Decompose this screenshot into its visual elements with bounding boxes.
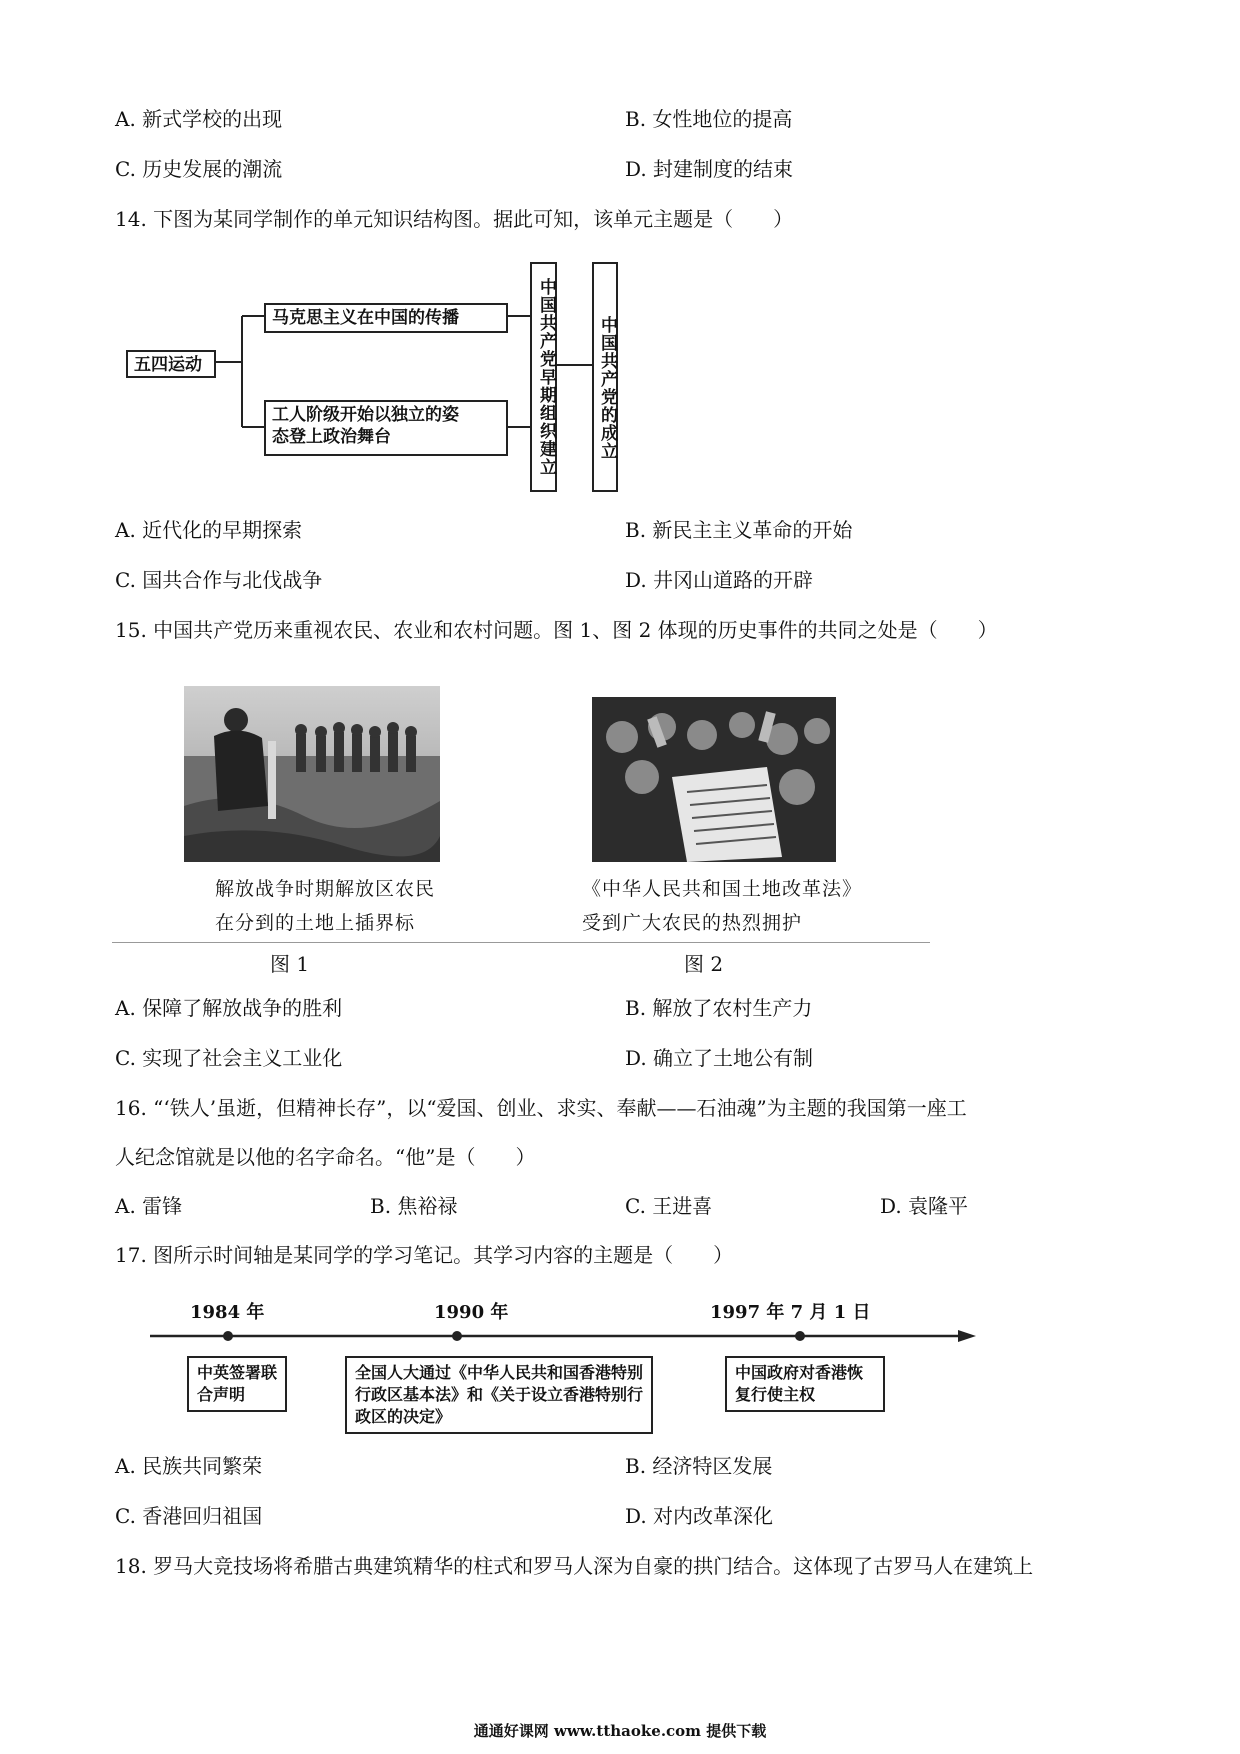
timeline-event-basic-law: 全国人大通过《中华人民共和国香港特别行政区基本法》和《关于设立香港特别行政区的决定》 [345, 1356, 653, 1434]
diagram-branch-marxism: 马克思主义在中国的传播 [264, 303, 508, 333]
q17-option-c: C. 香港回归祖国 [115, 1504, 263, 1528]
diagram-branch-working-class-line2: 态登上政治舞台 [272, 427, 391, 447]
q14-option-c: C. 国共合作与北伐战争 [115, 568, 323, 592]
figure-1-caption-line1: 解放战争时期解放区农民 [215, 878, 436, 900]
timeline-event-joint-declaration: 中英签署联合声明 [187, 1356, 287, 1412]
figure-2-caption [582, 872, 862, 940]
q14-connector-lines [0, 0, 1240, 520]
q15-option-c: C. 实现了社会主义工业化 [115, 1046, 343, 1070]
q14-option-a: A. 近代化的早期探索 [115, 518, 303, 542]
q18-stem: 18. 罗马大竞技场将希腊古典建筑精华的柱式和罗马人深为自豪的拱门结合。这体现了古罗马人在建筑上 [115, 1554, 1034, 1578]
q14-stem: 14. 下图为某同学制作的单元知识结构图。据此可知，该单元主题是（ ） [115, 207, 794, 231]
diagram-cpc-founding: 中国共产党的成立 [592, 262, 618, 492]
figure-1-caption-line2: 在分到的土地上插界标 [215, 912, 416, 934]
diagram-branch-working-class-line1: 工人阶级开始以独立的姿 [272, 405, 459, 425]
q17-stem: 17. 图所示时间轴是某同学的学习笔记。其学习内容的主题是（ ） [115, 1243, 734, 1267]
diagram-early-cpc-organizations: 中国共产党早期组织建立 [530, 262, 557, 492]
q15-option-b: B. 解放了农村生产力 [625, 996, 813, 1020]
figure-1-photo [184, 686, 440, 862]
diagram-branch-working-class [264, 400, 508, 456]
q17-option-d: D. 对内改革深化 [625, 1504, 774, 1528]
q14-option-b: B. 新民主主义革命的开始 [625, 518, 853, 542]
figure-1-label: 图 1 [270, 952, 310, 976]
q13-option-d: D. 封建制度的结束 [625, 157, 794, 181]
q16-stem-line1: 16. “‘铁人’虽逝，但精神长存”，以“爱国、创业、求实、奉献——石油魂”为主题的我国第一座工 [115, 1096, 967, 1120]
q13-option-a: A. 新式学校的出现 [115, 107, 283, 131]
q16-option-c: C. 王进喜 [625, 1194, 713, 1218]
q14-option-d: D. 井冈山道路的开辟 [625, 568, 814, 592]
q16-option-d: D. 袁隆平 [880, 1194, 969, 1218]
timeline-event-sovereignty: 中国政府对香港恢复行使主权 [725, 1356, 885, 1412]
q16-option-b: B. 焦裕禄 [370, 1194, 458, 1218]
q15-option-d: D. 确立了土地公有制 [625, 1046, 814, 1070]
timeline-year-1984: 1984 年 [190, 1302, 265, 1323]
q17-option-a: A. 民族共同繁荣 [115, 1454, 263, 1478]
diagram-root-may-fourth: 五四运动 [126, 350, 216, 378]
q16-option-a: A. 雷锋 [115, 1194, 183, 1218]
timeline-year-1990: 1990 年 [434, 1302, 509, 1323]
figure-2-caption-line2: 受到广大农民的热烈拥护 [582, 912, 803, 934]
q15-stem: 15. 中国共产党历来重视农民、农业和农村问题。图 1、图 2 体现的历史事件的共同之处是（ ） [115, 618, 998, 642]
figure-2-caption-line1: 《中华人民共和国土地改革法》 [582, 878, 863, 900]
figure-1-caption [215, 872, 435, 940]
q13-option-c: C. 历史发展的潮流 [115, 157, 283, 181]
timeline-date-1997: 1997 年 7 月 1 日 [710, 1302, 871, 1323]
q17-option-b: B. 经济特区发展 [625, 1454, 773, 1478]
figure-2-label: 图 2 [684, 952, 724, 976]
figure-divider [112, 942, 930, 943]
page-footer: 通通好课网 www.tthaoke.com 提供下载 [473, 1722, 767, 1740]
q16-stem-line2: 人纪念馆就是以他的名字命名。“他”是（ ） [115, 1145, 536, 1169]
q13-option-b: B. 女性地位的提高 [625, 107, 793, 131]
q15-option-a: A. 保障了解放战争的胜利 [115, 996, 343, 1020]
figure-2-photo [592, 697, 836, 862]
